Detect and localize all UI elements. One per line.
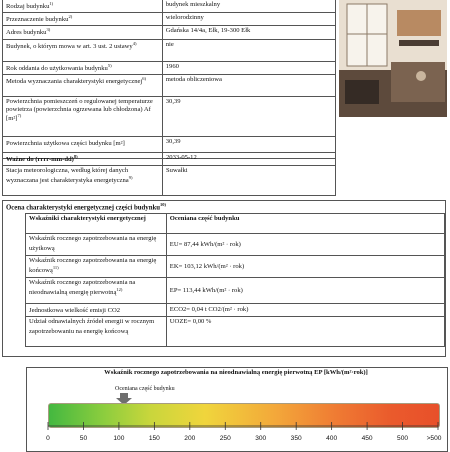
- indicator-label: Jednostkowa wielkość emisji CO2: [29, 307, 121, 315]
- tick-label: 500: [397, 435, 409, 442]
- row-value: 1960: [162, 61, 335, 74]
- building-photo: [339, 0, 447, 117]
- validity-table: [2, 152, 336, 196]
- row-value: budynek mieszkalny: [162, 0, 335, 12]
- row-label: Budynek, o którym mowa w art. 3 ust. 2 ustawy: [6, 43, 133, 51]
- table-row: Rodzaj budynku$^{1)}$ budynek mieszkalny: [3, 0, 336, 12]
- tick-label: 400: [326, 435, 338, 442]
- table-row: Stacja meteorologiczna, według której danych wyznaczana jest charakterystyka energetyczna$^{9)}$ Suwałki: [3, 165, 336, 195]
- indicator-value: UOZE= 0,00 %: [166, 317, 444, 347]
- marker-label: Oceniana część budynku: [115, 386, 175, 392]
- indicator-value: EP= 113,44 kWh/(m² · rok): [166, 278, 444, 304]
- indicators-table: [25, 213, 445, 347]
- table-row: Budynek, o którym mowa w art. 3 ust. 2 ustawy$^{4)}$ nie: [3, 39, 336, 61]
- station-label: Stacja meteorologiczna, według której danych wyznaczana jest charakterystyka energetyczna: [6, 166, 129, 184]
- tick-label: 100: [113, 435, 125, 442]
- indicator-value: EU= 87,44 kWh/(m² · rok): [166, 234, 444, 256]
- table-row: Ważne do (rrrr-mm-dd)$^{8)}$ 2033-05-12: [3, 153, 336, 166]
- tick-label: 0: [46, 435, 50, 442]
- table-row: Adres budynku$^{3)}$ Gdańska 14/4a, Ełk, 19-300 Ełk: [3, 25, 336, 39]
- row-value: 30,39: [162, 136, 335, 158]
- row-value: 30,39: [162, 96, 335, 136]
- indicator-value: ECO2= 0,04 t CO2/(m² · rok): [166, 304, 444, 317]
- tick-label: 50: [79, 435, 88, 442]
- row-label: Powierzchnia użytkowa części budynku [m²]: [6, 140, 125, 148]
- table-row: Powierzchnia pomieszczeń o regulowanej temperaturze powietrza (powierzchnia ogrzewana lub chłodzona) Af $[m^2]^{7)}$ 30,39: [3, 96, 336, 136]
- table-row: Rok oddania do użytkowania budynku$^{5)}$ 1960: [3, 61, 336, 74]
- valid-until-value: 2033-05-12: [163, 153, 336, 166]
- table-row: [26, 304, 445, 317]
- column-header-indicators: Wskaźniki charakterystyki energetycznej: [26, 214, 167, 234]
- row-value: metoda obliczeniowa: [162, 74, 335, 96]
- row-label: Przeznaczenie budynku: [6, 16, 69, 24]
- table-row: Przeznaczenie budynku$^{2)}$ wielorodzinny: [3, 12, 336, 25]
- tick-label: >500: [426, 435, 442, 442]
- row-label: Metoda wyznaczania charakterystyki energetycznej: [6, 78, 143, 86]
- tick-label: 450: [361, 435, 373, 442]
- chart-title: Wskaźnik rocznego zapotrzebowania na nieodnawialną energię pierwotną EP [kWh/(m²·rok)]: [104, 369, 368, 376]
- station-value: Suwałki: [163, 165, 336, 195]
- row-value: wielorodzinny: [162, 12, 335, 25]
- valid-until-label: Ważne do (rrrr-mm-dd): [6, 156, 74, 164]
- tick-label: 150: [148, 435, 160, 442]
- indicator-label: Wskaźnik rocznego zapotrzebowania na energię użytkową: [29, 235, 157, 252]
- table-header-row: [26, 214, 445, 234]
- row-value: Gdańska 14/4a, Ełk, 19-300 Ełk: [162, 25, 335, 39]
- table-row: [26, 234, 445, 256]
- indicator-value: EK= 103,12 kWh/(m² · rok): [166, 256, 444, 278]
- table-row: Wskaźnik rocznego zapotrzebowania na nieodnawialną energię pierwotną$^{12)}$ EP= 113,44 kWh/(m² · rok): [26, 278, 445, 304]
- row-value: nie: [162, 39, 335, 61]
- indicator-label: Udział odnawialnych źródeł energii w rocznym zapotrzebowaniu na energię końcową: [29, 318, 155, 335]
- tick-label: 200: [184, 435, 196, 442]
- tick-label: 300: [255, 435, 267, 442]
- scale-axis: [48, 420, 448, 452]
- row-label: Rok oddania do użytkowania budynku: [6, 65, 108, 73]
- assessment-title: Ocena charakterystyki energetycznej części budynku$^{10)}$: [6, 202, 167, 212]
- table-row: Metoda wyznaczania charakterystyki energetycznej$^{6)}$ metoda obliczeniowa: [3, 74, 336, 96]
- row-label: Adres budynku: [6, 29, 47, 37]
- column-header-assessed-part: Oceniana część budynku: [166, 214, 444, 234]
- building-info-table: [2, 0, 336, 159]
- indicator-label: Wskaźnik rocznego zapotrzebowania na nieodnawialną energię pierwotną: [29, 279, 136, 296]
- tick-label: 250: [219, 435, 231, 442]
- row-label: Powierzchnia pomieszczeń o regulowanej temperaturze powietrza (powierzchnia ogrzewana lub chłodzona) Af [m²]: [6, 97, 153, 123]
- row-label: Rodzaj budynku: [6, 3, 50, 11]
- table-row: [26, 317, 445, 347]
- indicator-label: Wskaźnik rocznego zapotrzebowania na energię końcową: [29, 257, 157, 274]
- tick-label: 350: [290, 435, 302, 442]
- table-row: Wskaźnik rocznego zapotrzebowania na energię końcową$^{11)}$ EK= 103,12 kWh/(m² · rok): [26, 256, 445, 278]
